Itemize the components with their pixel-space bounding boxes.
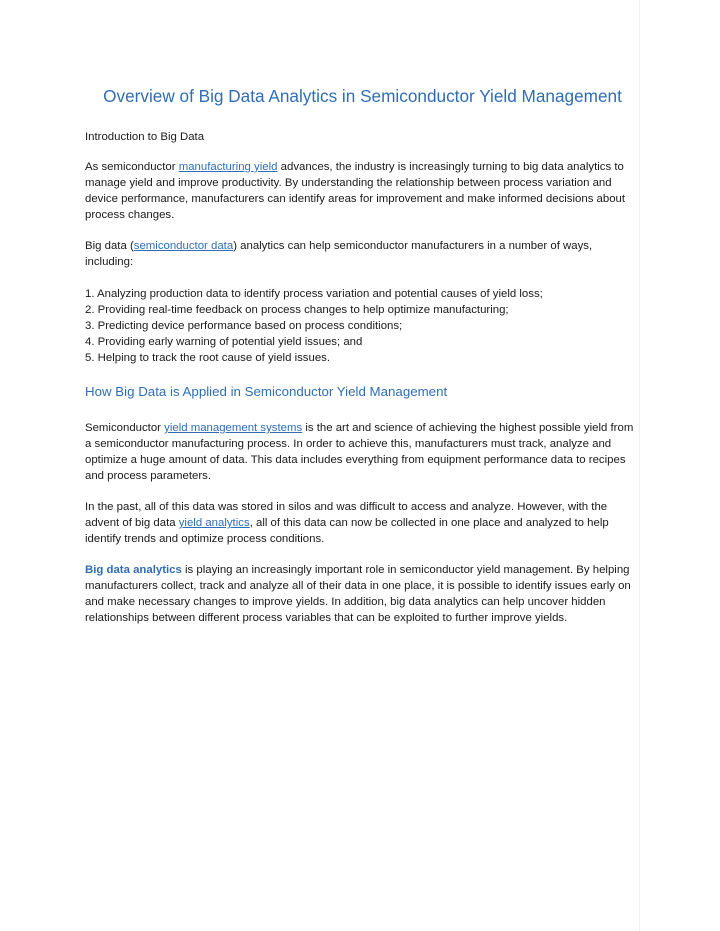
paragraph-silos (85, 499, 640, 547)
yield-management-systems-link[interactable]: yield management systems (164, 422, 303, 434)
document-title: Overview of Big Data Analytics in Semiconductor Yield Management (103, 86, 622, 106)
paragraph-ways (85, 238, 640, 270)
paragraph-text: Semiconductor (85, 422, 165, 434)
paragraph-text: Big data ( (85, 240, 134, 252)
paragraph-text: is playing an increasingly important role in semiconductor yield management. By helping manufacturers collect, track and analyze all of their data in one place, it is possible to identify issues early on and make necessary changes to improve yields. In addition, big data analytics can help uncover hidden relationships between different process variables that can be exploited to further improve yields. (85, 564, 631, 624)
semiconductor-data-link[interactable]: semiconductor data (133, 240, 234, 252)
intro-heading: Introduction to Big Data (85, 131, 205, 143)
paragraph-text: , all of this data can now be collected in one place and analyzed to help identify trends and optimize process conditions. (85, 517, 609, 545)
list-item: 5. Helping to track the root cause of yield issues. (85, 352, 331, 364)
paragraph-text: As semiconductor (85, 161, 179, 173)
list-item: 4. Providing early warning of potential yield issues; and (85, 336, 363, 348)
paragraph-text: ) analytics can help semiconductor manufacturers in a number of ways, including: (85, 240, 593, 268)
big-data-analytics-link[interactable]: Big data analytics (85, 564, 182, 576)
paragraph-yield-management (85, 420, 640, 484)
section-heading: How Big Data is Applied in Semiconductor Yield Management (85, 384, 448, 399)
document-body (85, 84, 640, 641)
paragraph-text: is the art and science of achieving the highest possible yield from a semiconductor manufacturing process. In order to achieve this, manufacturers must track, analyze and optimize a huge amount of data. This data includes everything from equipment performance data to recipes and process parameters. (85, 422, 634, 482)
manufacturing-yield-link[interactable]: manufacturing yield (178, 161, 278, 173)
paragraph-text: advances, the industry is increasingly turning to big data analytics to manage yield and improve productivity. By understanding the relationship between process variation and device performance, manufacturers can identify areas for improvement and make informed decisions about process changes. (85, 161, 626, 221)
list-item: 2. Providing real-time feedback on process changes to help optimize manufacturing; (85, 304, 509, 316)
paragraph-big-data-role (85, 562, 640, 626)
benefits-list (85, 286, 640, 366)
paragraph-intro (85, 159, 640, 223)
paragraph-text: In the past, all of this data was stored in silos and was difficult to access and analyze. However, with the advent of big data (85, 501, 608, 529)
list-item: 1. Analyzing production data to identify process variation and potential causes of yield loss; (85, 288, 543, 300)
yield-analytics-link[interactable]: yield analytics (178, 517, 250, 529)
list-item: 3. Predicting device performance based on process conditions; (85, 320, 403, 332)
